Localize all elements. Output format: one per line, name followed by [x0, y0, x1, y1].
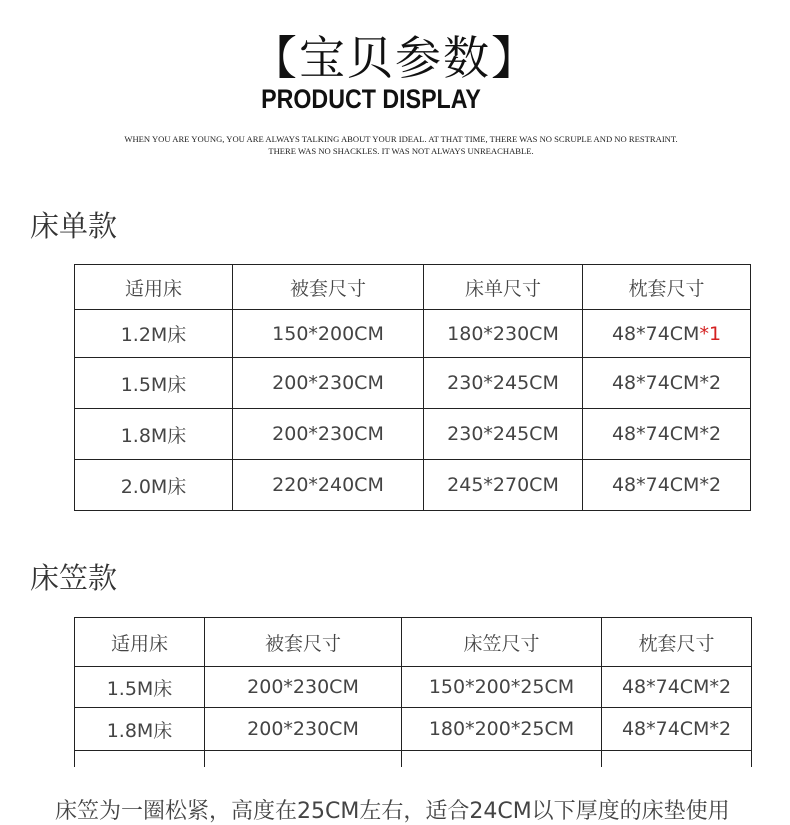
bed-size-cell: 1.8M床: [75, 409, 233, 460]
pillowcase-size-cell: 48*74CM*2: [602, 708, 752, 751]
fitted-sheet-size-cell: 150*200*25CM: [402, 667, 602, 708]
bed-size-cell: 2.0M床: [75, 460, 233, 511]
duvet-size-cell: 200*230CM: [205, 708, 402, 751]
table-row: [75, 667, 752, 708]
pillowcase-size-cell: 48*74CM*2: [583, 358, 751, 409]
sheet-size-cell: 230*245CM: [424, 409, 583, 460]
tagline-line-2: THERE WAS NO SHACKLES. IT WAS NOT ALWAYS UNREACHABLE.: [268, 146, 534, 156]
pillowcase-size-cell: 48*74CM*2: [602, 667, 752, 708]
sheet-size-cell: 245*270CM: [424, 460, 583, 511]
table-row: [75, 310, 751, 358]
column-header-sheet: 床单尺寸: [424, 265, 583, 310]
tagline-line-1: WHEN YOU ARE YOUNG, YOU ARE ALWAYS TALKING ABOUT YOUR IDEAL. AT THAT TIME, THERE WAS NO SCRUPLE AND NO RESTRAINT.: [124, 134, 678, 144]
pillowcase-size-cell: 48*74CM*2: [583, 460, 751, 511]
duvet-size-cell: 150*200CM: [233, 310, 424, 358]
column-header-bed: 适用床: [75, 265, 233, 310]
column-header-pillowcase: 枕套尺寸: [583, 265, 751, 310]
table-clip-mask: [0, 767, 790, 797]
table-row: [75, 708, 752, 751]
duvet-size-cell: 200*230CM: [233, 409, 424, 460]
column-header-duvet: 被套尺寸: [233, 265, 424, 310]
pillowcase-size-cell: 48*74CM*2: [583, 409, 751, 460]
table-row: [75, 460, 751, 511]
table-row: [75, 358, 751, 409]
page-title-english: PRODUCT DISPLAY: [261, 84, 481, 114]
fitted-sheet-size-table: [74, 617, 752, 782]
table-header-row: [75, 618, 752, 667]
table-header-row: [75, 265, 751, 310]
pillowcase-size: 48*74CM: [611, 322, 700, 345]
sheet-section-heading: 床单款: [30, 209, 118, 243]
bed-size-cell: 1.2M床: [75, 310, 233, 358]
column-header-pillowcase: 枕套尺寸: [602, 618, 752, 667]
column-header-bed: 适用床: [75, 618, 205, 667]
sheet-size-table: [74, 264, 751, 511]
sheet-size-cell: 230*245CM: [424, 358, 583, 409]
fitted-sheet-note: 床笠为一圈松紧，高度在25CM左右，适合24CM以下厚度的床垫使用: [55, 799, 730, 824]
column-header-duvet: 被套尺寸: [205, 618, 402, 667]
sheet-size-cell: 180*230CM: [424, 310, 583, 358]
page-title-chinese: 【宝贝参数】: [251, 31, 539, 85]
fitted-sheet-size-cell: 180*200*25CM: [402, 708, 602, 751]
duvet-size-cell: 220*240CM: [233, 460, 424, 511]
bed-size-cell: 1.5M床: [75, 358, 233, 409]
duvet-size-cell: 200*230CM: [205, 667, 402, 708]
fitted-section-heading: 床笠款: [30, 561, 118, 595]
duvet-size-cell: 200*230CM: [233, 358, 424, 409]
column-header-fitted-sheet: 床笠尺寸: [402, 618, 602, 667]
pillowcase-size-cell: [583, 310, 751, 358]
table-row: [75, 409, 751, 460]
bed-size-cell: 1.8M床: [75, 708, 205, 751]
pillowcase-quantity-highlight: *1: [699, 322, 722, 345]
bed-size-cell: 1.5M床: [75, 667, 205, 708]
